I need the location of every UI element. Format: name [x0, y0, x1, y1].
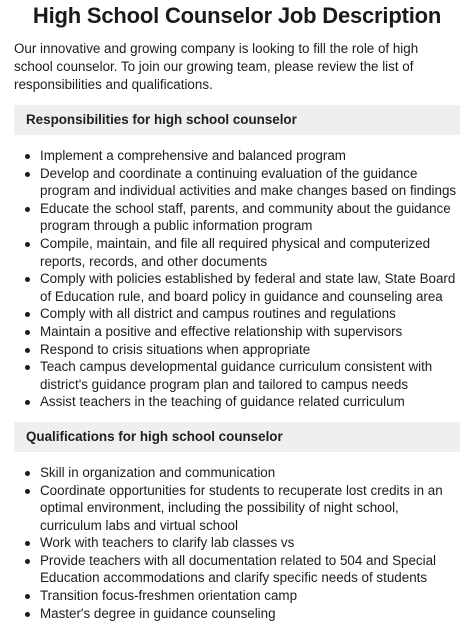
list-item-text: Respond to crisis situations when appropriate — [40, 341, 311, 357]
list-item-text: Comply with all district and campus routines and regulations — [40, 306, 396, 322]
list-item — [14, 587, 460, 605]
qualifications-heading: Qualifications for high school counselor — [14, 422, 460, 452]
responsibilities-list — [14, 147, 460, 411]
list-item — [14, 323, 460, 341]
list-item-text: Develop and coordinate a continuing evaluation of the guidance program and individual activities and make changes based on findings — [40, 165, 457, 199]
list-item-text: Work with teachers to clarify lab classes vs — [40, 535, 295, 551]
intro-paragraph: Our innovative and growing company is looking to fill the role of high school counselor. To join our growing team, please review the list of responsibilities and qualifications. — [14, 41, 419, 92]
list-item — [14, 482, 460, 535]
list-item — [14, 552, 460, 587]
list-item — [14, 235, 460, 270]
list-item — [14, 270, 460, 305]
list-item-text: Compile, maintain, and file all required physical and computerized reports, records, and other documents — [40, 235, 431, 269]
list-item — [14, 358, 460, 393]
list-item — [14, 605, 460, 623]
list-item — [14, 393, 460, 411]
bullet-icon — [25, 172, 30, 177]
bullet-icon — [25, 541, 30, 546]
list-item-text: Provide teachers with all documentation related to 504 and Special Education accommodations and clarify specific needs of students — [40, 552, 437, 586]
bullet-icon — [25, 612, 30, 617]
list-item — [14, 534, 460, 552]
list-item — [14, 200, 460, 235]
qualifications-list — [14, 464, 460, 622]
list-item — [14, 305, 460, 323]
bullet-icon — [25, 277, 30, 282]
bullet-icon — [25, 365, 30, 370]
list-item-text: Assist teachers in the teaching of guidance related curriculum — [40, 394, 405, 410]
list-item — [14, 165, 460, 200]
list-item-text: Teach campus developmental guidance curriculum consistent with district's guidance program plan and tailored to campus needs — [40, 359, 433, 392]
bullet-icon — [25, 242, 30, 247]
list-item — [14, 464, 460, 482]
bullet-icon — [25, 489, 30, 494]
list-item-text: Comply with policies established by federal and state law, State Board of Education rule, and board policy in guidance and counseling area — [40, 271, 456, 304]
bullet-icon — [25, 594, 30, 599]
bullet-icon — [25, 154, 30, 159]
bullet-icon — [25, 207, 30, 212]
list-item-text: Master's degree in guidance counseling — [40, 605, 276, 621]
bullet-icon — [25, 471, 30, 476]
list-item-text: Coordinate opportunities for students to recuperate lost credits in an optimal environment, including the possibility of night school, curriculum labs and virtual school — [40, 482, 443, 533]
list-item-text: Skill in organization and communication — [40, 464, 276, 480]
list-item-text: Educate the school staff, parents, and community about the guidance program through a public information program — [40, 200, 451, 234]
bullet-icon — [25, 559, 30, 564]
bullet-icon — [25, 312, 30, 317]
bullet-icon — [25, 400, 30, 405]
list-item — [14, 147, 460, 165]
list-item-text: Transition focus-freshmen orientation camp — [40, 588, 298, 604]
responsibilities-heading: Responsibilities for high school counselor — [14, 105, 460, 135]
list-item-text: Implement a comprehensive and balanced program — [40, 148, 346, 163]
bullet-icon — [25, 348, 30, 353]
bullet-icon — [25, 330, 30, 335]
page-title: High School Counselor Job Description — [32, 3, 442, 28]
list-item-text: Maintain a positive and effective relationship with supervisors — [40, 323, 403, 339]
list-item — [14, 341, 460, 359]
